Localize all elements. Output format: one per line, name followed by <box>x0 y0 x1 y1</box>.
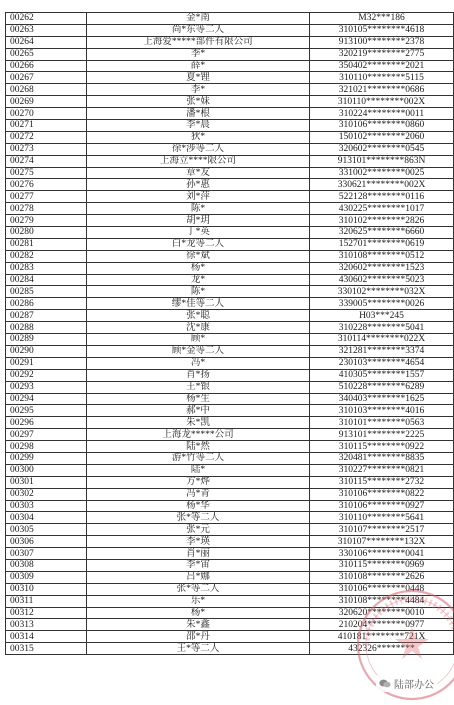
table-row <box>6 155 454 167</box>
table-row <box>6 108 454 120</box>
table-row <box>6 322 454 334</box>
table-row <box>6 512 454 524</box>
table-row <box>6 429 454 441</box>
holder-name-cell: 邵*丹 <box>87 631 310 643</box>
id-number-cell: 913101********863N <box>310 155 454 167</box>
serial-number-cell: 00266 <box>6 60 87 72</box>
table-row <box>6 476 454 488</box>
table-row <box>6 143 454 155</box>
table-row <box>6 131 454 143</box>
id-number-cell: 310110********002X <box>310 96 454 108</box>
table-row <box>6 334 454 346</box>
id-number-cell: 230103********4654 <box>310 357 454 369</box>
serial-number-cell: 00282 <box>6 250 87 262</box>
id-number-cell: 310228********5041 <box>310 322 454 334</box>
holder-name-cell: 潘*根 <box>87 108 310 120</box>
table-row <box>6 227 454 239</box>
id-number-cell: 320219********2775 <box>310 48 454 60</box>
holder-name-cell: 狄* <box>87 131 310 143</box>
holder-name-cell: 白*龙等二人 <box>87 238 310 250</box>
table-row <box>6 488 454 500</box>
serial-number-cell: 00295 <box>6 405 87 417</box>
id-number-cell: 310227********0821 <box>310 464 454 476</box>
serial-number-cell: 00305 <box>6 524 87 536</box>
id-number-cell: 310115********0969 <box>310 559 454 571</box>
holder-name-cell: 冯* <box>87 357 310 369</box>
table-row <box>6 36 454 48</box>
table-row <box>6 381 454 393</box>
table-row <box>6 96 454 108</box>
table-row <box>6 524 454 536</box>
holder-name-cell: 薛* <box>87 60 310 72</box>
table-row <box>6 417 454 429</box>
table-row <box>6 191 454 203</box>
holder-name-cell: 沈*康 <box>87 322 310 334</box>
holder-name-cell: 章*友 <box>87 167 310 179</box>
serial-number-cell: 00283 <box>6 262 87 274</box>
serial-number-cell: 00304 <box>6 512 87 524</box>
serial-number-cell: 00293 <box>6 381 87 393</box>
table-row <box>6 607 454 619</box>
table-row <box>6 559 454 571</box>
table-row <box>6 310 454 322</box>
holder-name-cell: 尚*东等二人 <box>87 24 310 36</box>
id-number-cell: 310106********0860 <box>310 120 454 132</box>
table-row <box>6 72 454 84</box>
id-number-cell: 310224********0011 <box>310 108 454 120</box>
table-row <box>6 215 454 227</box>
wechat-watermark <box>376 675 437 692</box>
holder-name-cell: 张*元 <box>87 524 310 536</box>
id-number-cell: 310106********0822 <box>310 488 454 500</box>
holder-name-cell: 乐* <box>87 595 310 607</box>
table-row <box>6 262 454 274</box>
id-number-cell: 330102********032X <box>310 286 454 298</box>
id-number-cell: 510228********6289 <box>310 381 454 393</box>
holder-name-cell: 上海龙*****公司 <box>87 429 310 441</box>
serial-number-cell: 00273 <box>6 143 87 155</box>
id-number-cell: 330106********0041 <box>310 548 454 560</box>
table-row <box>6 452 454 464</box>
holder-name-cell: 杨* <box>87 262 310 274</box>
serial-number-cell: 00314 <box>6 631 87 643</box>
holder-name-cell: 徐*斌 <box>87 250 310 262</box>
id-number-cell: 522128********0116 <box>310 191 454 203</box>
serial-number-cell: 00287 <box>6 310 87 322</box>
id-number-cell: 310108********0512 <box>310 250 454 262</box>
table-row <box>6 500 454 512</box>
serial-number-cell: 00268 <box>6 84 87 96</box>
holder-name-cell: 季* <box>87 48 310 60</box>
serial-number-cell: 00277 <box>6 191 87 203</box>
serial-number-cell: 00284 <box>6 274 87 286</box>
serial-number-cell: 00289 <box>6 334 87 346</box>
id-number-cell: 913101********2225 <box>310 429 454 441</box>
holder-name-cell: 李*瑛 <box>87 536 310 548</box>
id-number-cell: 310115********0922 <box>310 441 454 453</box>
id-number-cell: 320602********1523 <box>310 262 454 274</box>
table-row <box>6 345 454 357</box>
serial-number-cell: 00278 <box>6 203 87 215</box>
serial-number-cell: 00315 <box>6 643 87 655</box>
id-number-cell: M32***186 <box>310 13 454 25</box>
table-row <box>6 48 454 60</box>
serial-number-cell: 00267 <box>6 72 87 84</box>
id-number-cell: 310101********0563 <box>310 417 454 429</box>
table-row <box>6 405 454 417</box>
serial-number-cell: 00263 <box>6 24 87 36</box>
watermark-text: 陆部办公 <box>394 680 434 691</box>
table-row <box>6 179 454 191</box>
serial-number-cell: 00308 <box>6 559 87 571</box>
table-row <box>6 643 454 655</box>
table-row <box>6 393 454 405</box>
id-number-cell: 430602********5023 <box>310 274 454 286</box>
id-number-cell: 320620********0010 <box>310 607 454 619</box>
holder-name-cell: 张*等二人 <box>87 583 310 595</box>
serial-number-cell: 00272 <box>6 131 87 143</box>
holder-name-cell: 刘*萍 <box>87 191 310 203</box>
serial-number-cell: 00297 <box>6 429 87 441</box>
serial-number-cell: 00290 <box>6 345 87 357</box>
holder-name-cell: 肖*扬 <box>87 369 310 381</box>
table-row <box>6 274 454 286</box>
table-row <box>6 548 454 560</box>
holder-name-cell: 杨*生 <box>87 393 310 405</box>
holder-name-cell: 顾*金等二人 <box>87 345 310 357</box>
holder-name-cell: 张*聪 <box>87 310 310 322</box>
holder-name-cell: 冯*青 <box>87 488 310 500</box>
table-row <box>6 619 454 631</box>
holder-name-cell: 缪*佳等二人 <box>87 298 310 310</box>
serial-number-cell: 00270 <box>6 108 87 120</box>
id-number-cell: 310108********2626 <box>310 571 454 583</box>
serial-number-cell: 00301 <box>6 476 87 488</box>
id-number-cell: 410181********721X <box>310 631 454 643</box>
table-row <box>6 571 454 583</box>
id-number-cell: 310110********5641 <box>310 512 454 524</box>
serial-number-cell: 00310 <box>6 583 87 595</box>
table-row <box>6 238 454 250</box>
serial-number-cell: 00311 <box>6 595 87 607</box>
id-number-cell: 310106********0927 <box>310 500 454 512</box>
id-number-cell: 350402********2021 <box>310 60 454 72</box>
holder-name-cell: 胡*玥 <box>87 215 310 227</box>
holder-name-cell: 李*晨 <box>87 120 310 132</box>
id-number-cell: 310107********2517 <box>310 524 454 536</box>
id-number-cell: 310115********2732 <box>310 476 454 488</box>
holder-name-cell: 陆* <box>87 464 310 476</box>
record-table <box>5 12 454 655</box>
id-number-cell: 432326******** <box>310 643 454 655</box>
holder-name-cell: 方*烨 <box>87 476 310 488</box>
serial-number-cell: 00294 <box>6 393 87 405</box>
table-row <box>6 595 454 607</box>
table-row <box>6 298 454 310</box>
id-number-cell: 310108********4484 <box>310 595 454 607</box>
holder-name-cell: 肖*丽 <box>87 548 310 560</box>
holder-name-cell: 夏*锂 <box>87 72 310 84</box>
serial-number-cell: 00300 <box>6 464 87 476</box>
holder-name-cell: 丁*英 <box>87 227 310 239</box>
table-row <box>6 357 454 369</box>
serial-number-cell: 00269 <box>6 96 87 108</box>
wechat-icon <box>379 679 391 688</box>
serial-number-cell: 00288 <box>6 322 87 334</box>
holder-name-cell: 张*妹 <box>87 96 310 108</box>
id-number-cell: 310110********5115 <box>310 72 454 84</box>
holder-name-cell: 朱*凯 <box>87 417 310 429</box>
holder-name-cell: 李* <box>87 84 310 96</box>
serial-number-cell: 00285 <box>6 286 87 298</box>
holder-name-cell: 金*南 <box>87 13 310 25</box>
holder-name-cell: 上海立****限公司 <box>87 155 310 167</box>
serial-number-cell: 00271 <box>6 120 87 132</box>
serial-number-cell: 00291 <box>6 357 87 369</box>
holder-name-cell: 王*等二人 <box>87 643 310 655</box>
record-table-body <box>6 13 454 655</box>
table-row <box>6 24 454 36</box>
serial-number-cell: 00313 <box>6 619 87 631</box>
id-number-cell: 331002********0025 <box>310 167 454 179</box>
serial-number-cell: 00306 <box>6 536 87 548</box>
serial-number-cell: 00264 <box>6 36 87 48</box>
holder-name-cell: 郝*中 <box>87 405 310 417</box>
id-number-cell: 310114********022X <box>310 334 454 346</box>
holder-name-cell: 张*等二人 <box>87 512 310 524</box>
id-number-cell: 430225********1017 <box>310 203 454 215</box>
serial-number-cell: 00296 <box>6 417 87 429</box>
holder-name-cell: 孙*惠 <box>87 179 310 191</box>
id-number-cell: 310105********4618 <box>310 24 454 36</box>
holder-name-cell: 杨* <box>87 607 310 619</box>
id-number-cell: 210204********0977 <box>310 619 454 631</box>
holder-name-cell: 上海爱*****部件有限公司 <box>87 36 310 48</box>
serial-number-cell: 00286 <box>6 298 87 310</box>
table-row <box>6 464 454 476</box>
id-number-cell: 321281********3374 <box>310 345 454 357</box>
table-row <box>6 167 454 179</box>
id-number-cell: 410305********1557 <box>310 369 454 381</box>
table-row <box>6 631 454 643</box>
id-number-cell: 152701********0619 <box>310 238 454 250</box>
serial-number-cell: 00276 <box>6 179 87 191</box>
serial-number-cell: 00279 <box>6 215 87 227</box>
holder-name-cell: 顾* <box>87 334 310 346</box>
id-number-cell: 320625********6660 <box>310 227 454 239</box>
id-number-cell: 310102********2826 <box>310 215 454 227</box>
holder-name-cell: 徐*涉等二人 <box>87 143 310 155</box>
holder-name-cell: 王*银 <box>87 381 310 393</box>
serial-number-cell: 00281 <box>6 238 87 250</box>
holder-name-cell: 陆*然 <box>87 441 310 453</box>
id-number-cell: 320602********0545 <box>310 143 454 155</box>
serial-number-cell: 00262 <box>6 13 87 25</box>
id-number-cell: 339005********0026 <box>310 298 454 310</box>
table-row <box>6 84 454 96</box>
id-number-cell: 310103********4016 <box>310 405 454 417</box>
id-number-cell: 321021********0686 <box>310 84 454 96</box>
table-row <box>6 120 454 132</box>
id-number-cell: H03***245 <box>310 310 454 322</box>
id-number-cell: 913100********2378 <box>310 36 454 48</box>
table-row <box>6 441 454 453</box>
table-row <box>6 583 454 595</box>
serial-number-cell: 00280 <box>6 227 87 239</box>
id-number-cell: 330621********002X <box>310 179 454 191</box>
serial-number-cell: 00265 <box>6 48 87 60</box>
table-row <box>6 250 454 262</box>
serial-number-cell: 00298 <box>6 441 87 453</box>
table-row <box>6 13 454 25</box>
serial-number-cell: 00307 <box>6 548 87 560</box>
serial-number-cell: 00309 <box>6 571 87 583</box>
id-number-cell: 150102********2060 <box>310 131 454 143</box>
id-number-cell: 340403********1625 <box>310 393 454 405</box>
holder-name-cell: 李*宙 <box>87 559 310 571</box>
id-number-cell: 310106********0448 <box>310 583 454 595</box>
holder-name-cell: 陈* <box>87 203 310 215</box>
serial-number-cell: 00303 <box>6 500 87 512</box>
serial-number-cell: 00299 <box>6 452 87 464</box>
holder-name-cell: 龙* <box>87 274 310 286</box>
serial-number-cell: 00312 <box>6 607 87 619</box>
holder-name-cell: 杨*华 <box>87 500 310 512</box>
holder-name-cell: 游*竹等二人 <box>87 452 310 464</box>
table-row <box>6 203 454 215</box>
serial-number-cell: 00275 <box>6 167 87 179</box>
holder-name-cell: 陈* <box>87 286 310 298</box>
serial-number-cell: 00292 <box>6 369 87 381</box>
holder-name-cell: 吕*娜 <box>87 571 310 583</box>
holder-name-cell: 朱*鑫 <box>87 619 310 631</box>
table-row <box>6 286 454 298</box>
table-row <box>6 369 454 381</box>
serial-number-cell: 00274 <box>6 155 87 167</box>
table-row <box>6 60 454 72</box>
id-number-cell: 320481********8835 <box>310 452 454 464</box>
id-number-cell: 310107********132X <box>310 536 454 548</box>
table-row <box>6 536 454 548</box>
serial-number-cell: 00302 <box>6 488 87 500</box>
